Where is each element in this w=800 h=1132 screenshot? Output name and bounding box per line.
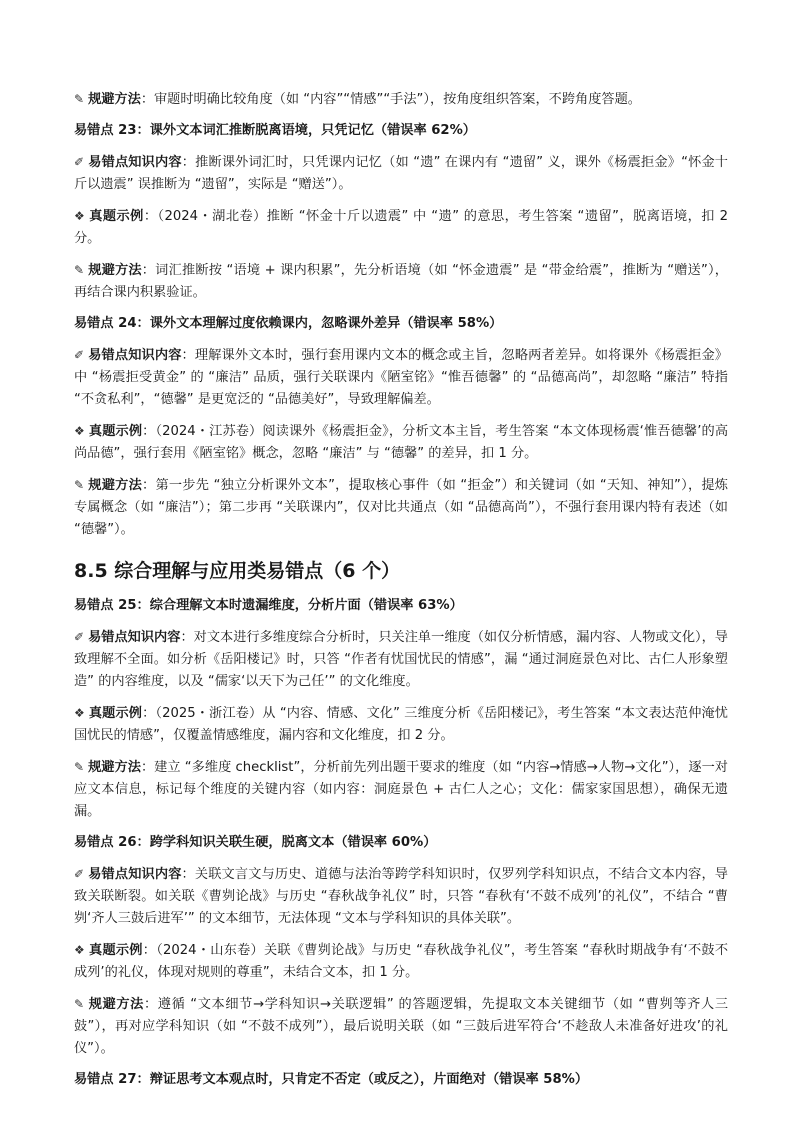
para-text: ：建立 “多维度 checklist”，分析前先列出题干要求的维度（如 “内容→情感→人物→文化”），逐一对应文本信息，标记每个维度的关键内容（如内容：洞庭景色 + 古仁人之心；文化：儒家家国思想），确保无遗漏。 bbox=[74, 760, 728, 819]
para-label: 规避方法 bbox=[88, 263, 142, 278]
section-heading-8-5: 8.5 综合理解与应用类易错点（6 个） bbox=[74, 560, 401, 582]
para-text: ：（2024・山东卷）关联《曹刿论战》与历史 “春秋战争礼仪”，考生答案 “春秋时期战争有‘不鼓不成列’的礼仪，体现对规则的尊重”，未结合文本，扣 1 分。 bbox=[74, 943, 729, 980]
para-label: 规避方法 bbox=[88, 997, 144, 1012]
pen-icon: ✐ bbox=[74, 155, 85, 169]
error-point-heading-27: 易错点 27：辩证思考文本观点时，只肯定不否定（或反之），片面绝对（错误率 58%） bbox=[74, 1072, 589, 1087]
example-paragraph bbox=[74, 205, 728, 250]
pencil-icon: ✎ bbox=[74, 760, 85, 774]
pen-icon: ✐ bbox=[74, 348, 85, 362]
para-label: 真题示例 bbox=[88, 424, 143, 439]
error-point-heading-26: 易错点 26：跨学科知识关联生硬，脱离文本（错误率 60%） bbox=[74, 835, 437, 850]
pen-icon: ✐ bbox=[74, 630, 85, 644]
knowledge-paragraph bbox=[74, 151, 728, 196]
error-point-heading-23: 易错点 23：课外文本词汇推断脱离语境，只凭记忆（错误率 62%） bbox=[74, 123, 476, 138]
avoid-method-paragraph bbox=[74, 756, 728, 823]
example-paragraph bbox=[74, 420, 728, 465]
pencil-icon: ✎ bbox=[74, 92, 85, 106]
example-paragraph bbox=[74, 702, 728, 747]
diamond-icon: ❖ bbox=[74, 943, 86, 957]
error-point-heading-24: 易错点 24：课外文本理解过度依赖课内，忽略课外差异（错误率 58%） bbox=[74, 316, 503, 331]
pencil-icon: ✎ bbox=[74, 478, 85, 492]
para-label: 易错点知识内容 bbox=[88, 630, 181, 645]
para-label: 真题示例 bbox=[89, 209, 144, 224]
para-text: ：推断课外词汇时，只凭课内记忆（如 “遗” 在课内有 “遗留” 义，课外《杨震拒金》“怀金十斤以遗震” 误推断为 “遗留”，实际是 “赠送”）。 bbox=[74, 155, 728, 192]
para-text: ：关联文言文与历史、道德与法治等跨学科知识时，仅罗列学科知识点，不结合文本内容，导致关联断裂。如关联《曹刿论战》与历史 “春秋战争礼仪” 时，只答 “春秋有‘不鼓不成列’的礼仪”，不结合 “曹刿‘齐人三鼓后进军’” 的文本细节，无法体现 “文本与学科知识的具体关联”。 bbox=[74, 867, 728, 926]
diamond-icon: ❖ bbox=[74, 706, 85, 720]
knowledge-paragraph bbox=[74, 344, 728, 411]
pencil-icon: ✎ bbox=[74, 997, 85, 1011]
para-label: 真题示例 bbox=[89, 943, 143, 958]
avoid-method-paragraph bbox=[74, 259, 728, 304]
knowledge-paragraph bbox=[74, 626, 728, 693]
avoid-method-paragraph bbox=[74, 88, 728, 111]
avoid-method-paragraph bbox=[74, 993, 728, 1060]
para-text: ：对文本进行多维度综合分析时，只关注单一维度（如仅分析情感，漏内容、人物或文化），导致理解不全面。如分析《岳阳楼记》时，只答 “作者有忧国忧民的情感”，漏 “通过洞庭景色对比、古仁人形象塑造” 的内容维度，以及 “儒家‘以天下为己任’” 的文化维度。 bbox=[74, 630, 728, 689]
diamond-icon: ❖ bbox=[74, 209, 86, 223]
para-text: ：词汇推断按 “语境 + 课内积累”，先分析语境（如 “怀金遗震” 是 “带金给震”，推断为 “赠送”），再结合课内积累验证。 bbox=[74, 263, 728, 300]
para-text: ：（2024・江苏卷）阅读课外《杨震拒金》，分析文本主旨，考生答案 “本文体现杨震‘惟吾德馨’的高尚品德”，强行套用《陋室铭》概念，忽略 “廉洁” 与 “德馨” 的差异，扣 1 分。 bbox=[74, 424, 729, 461]
para-text: ：（2024・湖北卷）推断 “怀金十斤以遗震” 中 “遗” 的意思，考生答案 “遗留”，脱离语境，扣 2 分。 bbox=[74, 209, 728, 246]
para-text: ：审题时明确比较角度（如 “内容”“情感”“手法”），按角度组织答案，不跨角度答题。 bbox=[140, 92, 641, 107]
avoid-method-paragraph bbox=[74, 474, 728, 541]
error-point-heading-25: 易错点 25：综合理解文本时遗漏维度，分析片面（错误率 63%） bbox=[74, 598, 463, 613]
para-text: ：（2025・浙江卷）从 “内容、情感、文化” 三维度分析《岳阳楼记》，考生答案 “本文表达范仲淹忧国忧民的情感”，仅覆盖情感维度，漏内容和文化维度，扣 2 分。 bbox=[74, 706, 728, 743]
document-page bbox=[74, 88, 728, 1100]
para-text: ：第一步先 “独立分析课外文本”，提取核心事件（如 “拒金”）和关键词（如 “天知、神知”），提炼专属概念（如 “廉洁”）；第二步再 “关联课内”，仅对比共通点（如 “品德高尚”），不强行套用课内特有表述（如 “德馨”）。 bbox=[74, 478, 728, 537]
para-label: 规避方法 bbox=[88, 92, 141, 107]
example-paragraph bbox=[74, 939, 728, 984]
knowledge-paragraph bbox=[74, 863, 728, 930]
pen-icon: ✐ bbox=[74, 867, 85, 881]
para-label: 规避方法 bbox=[88, 478, 143, 493]
para-label: 真题示例 bbox=[88, 706, 143, 721]
para-text: ：理解课外文本时，强行套用课内文本的概念或主旨，忽略两者差异。如将课外《杨震拒金》中 “杨震拒受黄金” 的 “廉洁” 品质，强行关联课内《陋室铭》“惟吾德馨” 的 “品德高尚”，却忽略 “廉洁” 特指 “不贪私利”，“德馨” 是更宽泛的 “品德美好”，导致理解偏差。 bbox=[74, 348, 728, 407]
para-text: ：遵循 “文本细节→学科知识→关联逻辑” 的答题逻辑，先提取文本关键细节（如 “曹刿等齐人三鼓”），再对应学科知识（如 “不鼓不成列”），最后说明关联（如 “三鼓后进军符合‘不趁敌人未准备好进攻’的礼仪”）。 bbox=[74, 997, 728, 1056]
diamond-icon: ❖ bbox=[74, 424, 85, 438]
pencil-icon: ✎ bbox=[74, 263, 85, 277]
para-label: 易错点知识内容 bbox=[88, 867, 182, 882]
para-label: 易错点知识内容 bbox=[88, 348, 182, 363]
para-label: 规避方法 bbox=[88, 760, 141, 775]
para-label: 易错点知识内容 bbox=[88, 155, 182, 170]
